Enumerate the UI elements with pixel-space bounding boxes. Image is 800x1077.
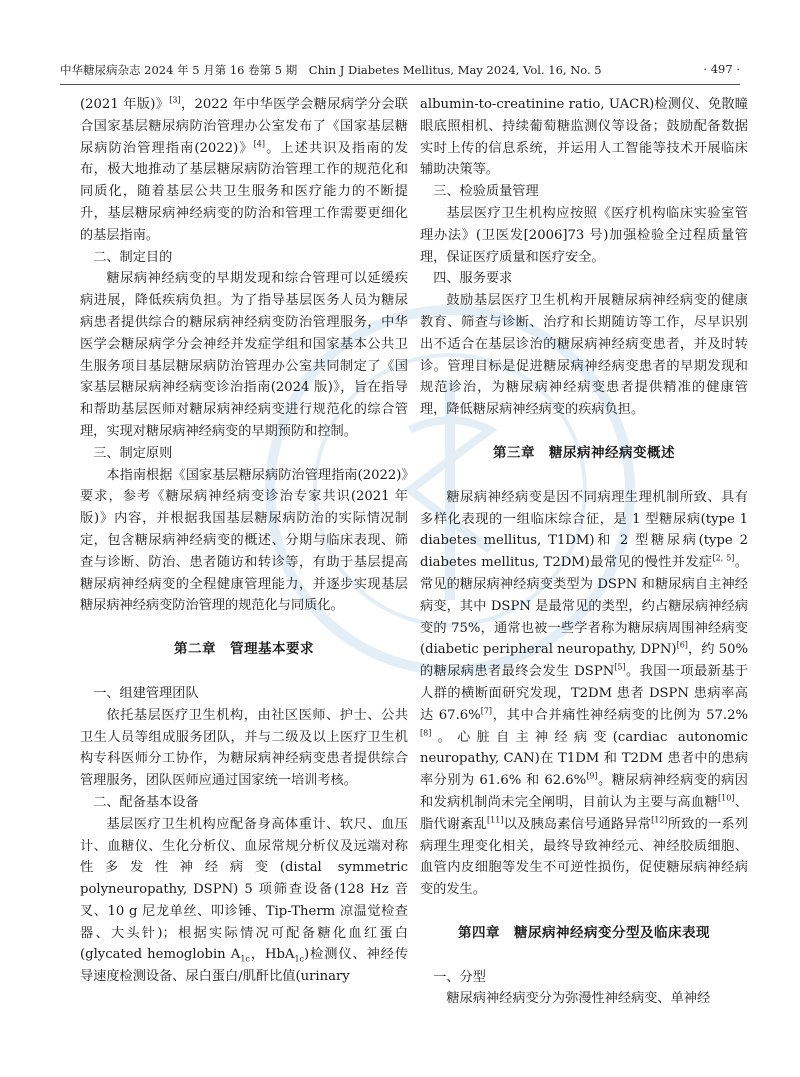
paragraph: 依托基层医疗卫生机构，由社区医师、护士、公共卫生人员等组成服务团队，并与二级及以上医疗卫生机构专科医师分工协作，为糖尿病神经病变患者提供综合管理服务，团队医师应通过国家统一培训考核。: [80, 707, 408, 789]
journal-citation: 中华糖尿病杂志 2024 年 5 月第 16 卷第 5 期 Chin J Diabetes Mellitus, May 2024, Vol. 16, No. 5: [60, 63, 602, 77]
section-heading: 二、配备基本设备: [93, 794, 199, 810]
paragraph: 基层医疗卫生机构应配备身高体重计、软尺、血压计、血糖仪、生化分析仪、血尿常规分析仪及远端对称性多发性神经病变(distal symmetric polyneuropathy, DSPN) 5 项筛查设备(128 Hz 音叉、10 g 尼龙单丝、叩诊锤、Tip-Therm 凉温觉检查器、大头针)；根据实际情况可配备糖化血红蛋白(glycated hemoglobin $A_{1c}$，HbA$_{1c}$)检测仪、神经传导速度检测设备、尿白蛋白/肌酐比值(urinary: [80, 816, 409, 985]
section-heading: 四、服务要求: [433, 271, 513, 287]
section-heading: 一、分型: [433, 969, 486, 985]
chapter-title: 第三章 糖尿病神经病变概述: [493, 444, 675, 461]
paragraph: 本指南根据《国家基层糖尿病防治管理指南(2022)》要求，参考《糖尿病神经病变诊治专家共识(2021 年版)》内容，并根据我国基层糖尿病防治的实际情况制定，包含糖尿病神经病变的概述、分期与临床表现、筛查与诊断、防治、患者随访和转诊等，有助于基层提高糖尿病神经病变的全程健康管理能力，并逐步实现基层糖尿病神经病变防治管理的规范化与同质化。: [80, 467, 408, 614]
left-column: [80, 94, 408, 988]
section-heading: 三、制定原则: [93, 445, 173, 461]
paragraph: 糖尿病神经病变的早期发现和综合管理可以延缓疾病进展，降低疾病负担。为了指导基层医务人员为糖尿病患者提供综合的糖尿病神经病变防治管理服务，中华医学会糖尿病学分会神经并发症学组和国家基本公共卫生服务项目基层糖尿病防治管理办公室共同制定了《国家基层糖尿病神经病变诊治指南(2024 版)》，旨在指导和帮助基层医师对糖尿病神经病变进行规范化的综合管理，实现对糖尿病神经病变的早期预防和控制。: [80, 271, 408, 439]
section-heading: 三、检验质量管理: [433, 184, 539, 200]
running-header: [60, 62, 740, 84]
paragraph: 糖尿病神经病变是因不同病理生理机制所致、具有多样化表现的一组临床综合征，是 1 型糖尿病(type 1 diabetes mellitus, T1DM)和 2 型糖尿病(type 2 diabetes mellitus, T2DM)最常见的慢性并发症[2, 5]。常见的糖尿病神经病变类型为 DSPN 和糖尿病自主神经病变，其中 DSPN 是最常见的类型，约占糖尿病神经病变的 75%，通常也被一些学者称为糖尿病周围神经病变(diabetic peripheral neuropathy, DPN)[6]，约 50% 的糖尿病患者最终会发生 DSPN[5]。我国一项最新基于人群的横断面研究发现，T2DM 患者 DSPN 患病率高达 67.6%[7]，其中合并痛性神经病变的比例为 57.2%[8]。心脏自主神经病变(cardiac autonomic neuropathy, CAN)在 T1DM 和 T2DM 患者中的患病率分别为 61.6% 和 62.6%[9]。糖尿病神经病变的病因和发病机制尚未完全阐明，目前认为主要与高血糖[10]、脂代谢紊乱[11]以及胰岛素信号通路异常[12]所致的一系列病理生理变化相关，最终导致神经元、神经胶质细胞、血管内皮细胞等发生不可逆性损伤，促使糖尿病神经病变的发生。: [420, 489, 749, 898]
paragraph: 鼓励基层医疗卫生机构开展糖尿病神经病变的健康教育、筛查与诊断、治疗和长期随访等工作，尽早识别出不适合在基层诊治的糖尿病神经病变患者，并及时转诊。管理目标是促进糖尿病神经病变患者的早期发现和规范诊治，为糖尿病神经病变患者提供精准的健康管理，降低糖尿病神经病变的疾病负担。: [420, 293, 748, 418]
paragraph: 基层医疗卫生机构应按照《医疗机构临床实验室管理办法》(卫医发[2006]73 号)加强检验全过程质量管理，保证医疗质量和医疗安全。: [420, 205, 748, 265]
paragraph: albumin-to-creatinine ratio, UACR)检测仪、免散瞳眼底照相机、持续葡萄糖监测仪等设备；鼓励配备数据实时上传的信息系统，并运用人工智能等技术开展临床辅助决策等。: [420, 97, 748, 178]
section-heading: 二、制定目的: [93, 249, 173, 265]
page-number: · 497 ·: [703, 62, 740, 76]
section-heading: 一、组建管理团队: [93, 685, 199, 701]
paragraph: 糖尿病神经病变分为弥漫性神经病变、单神经: [446, 991, 711, 1007]
right-column: [420, 94, 748, 1010]
header-rule: [60, 84, 740, 85]
chapter-title: 第四章 糖尿病神经病变分型及临床表现: [458, 924, 710, 941]
paragraph: (2021 年版)》[3]，2022 年中华医学会糖尿病学分会联合国家基层糖尿病防治管理办公室发布了《国家基层糖尿病防治管理指南(2022)》[4]。上述共识及指南的发布，极大地推动了基层糖尿病防治管理工作的规范化和同质化，随着基层公共卫生服务和医疗能力的不断提升，基层糖尿病神经病变的防治和管理工作需要更细化的基层指南。: [80, 95, 408, 243]
chapter-title: 第二章 管理基本要求: [174, 641, 314, 658]
